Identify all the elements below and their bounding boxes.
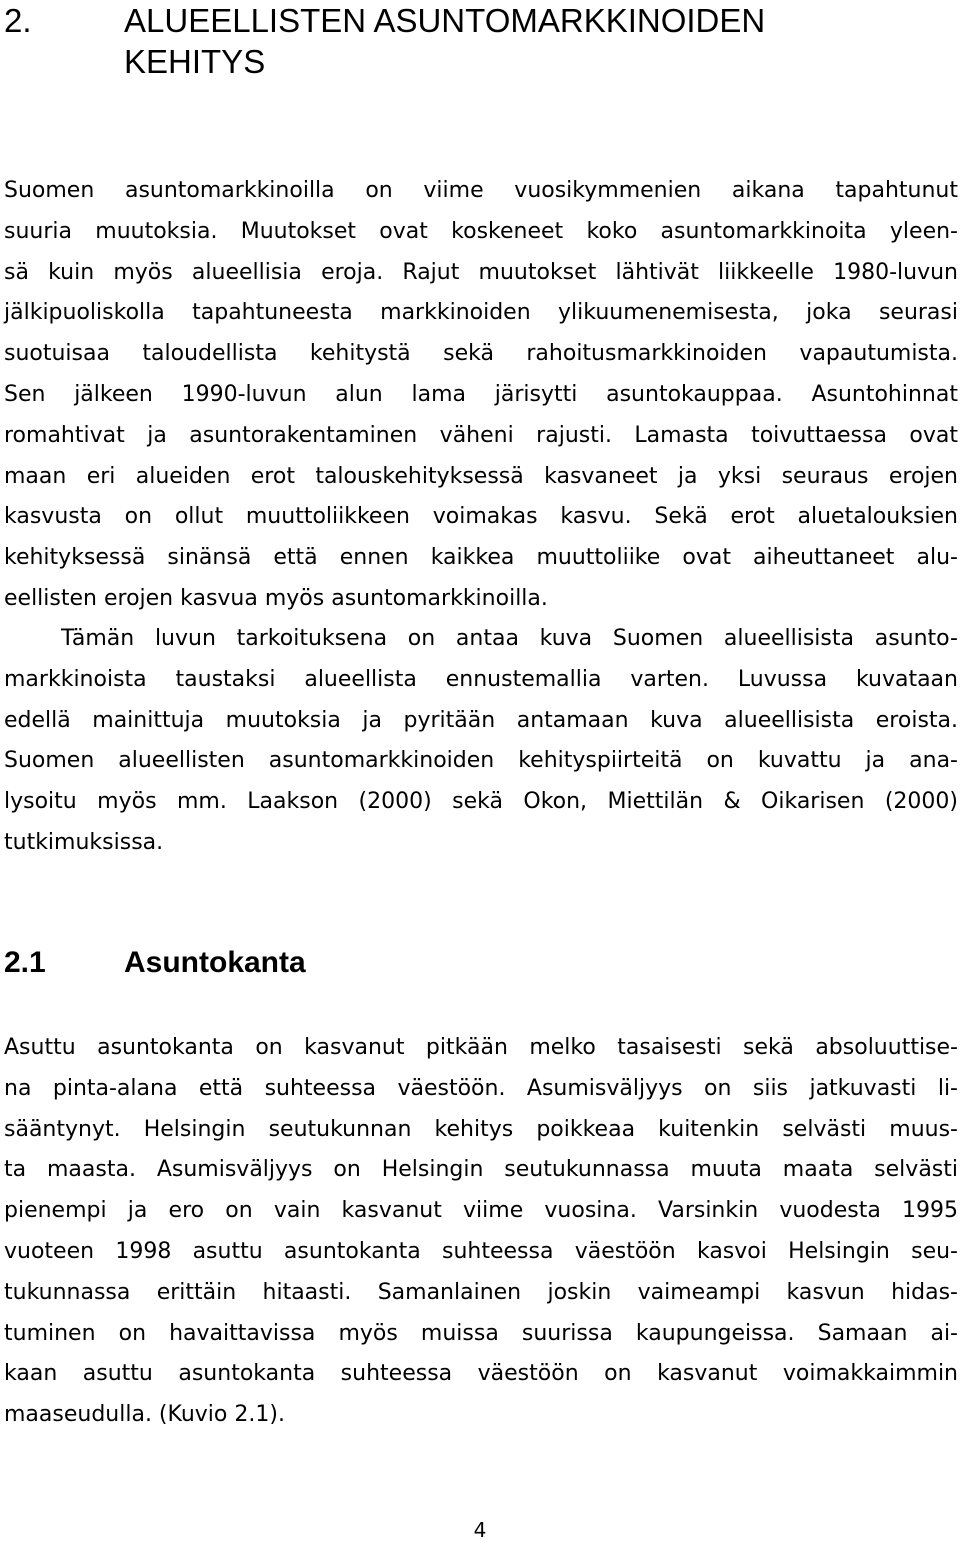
text-line: tutkimuksissa. (4, 829, 164, 855)
text-line: tukunnassa erittäin hitaasti. Samanlainen joskin vaimeampi kasvun hidas- (4, 1279, 958, 1305)
chapter-number: 2. (4, 2, 32, 39)
paragraph-intro (4, 171, 958, 620)
paragraph-purpose (4, 619, 958, 864)
chapter-title-line: ALUEELLISTEN ASUNTOMARKKINOIDEN (124, 2, 766, 39)
text-line: edellä mainittuja muutoksia ja pyritään antamaan kuva alueellisista eroista. (4, 707, 958, 733)
text-line: suuria muutoksia. Muutokset ovat koskeneet koko asuntomarkkinoita yleen- (4, 218, 958, 244)
text-line: sääntynyt. Helsingin seutukunnan kehitys poikkeaa kuitenkin selvästi muus- (4, 1116, 958, 1142)
text-line: Sen jälkeen 1990-luvun alun lama järisytti asuntokauppaa. Asuntohinnat (4, 381, 958, 407)
section-title: Asuntokanta (124, 946, 306, 979)
chapter-title (124, 0, 944, 82)
paragraph-housing-stock (4, 1028, 958, 1436)
chapter-title-line: KEHITYS (124, 43, 266, 80)
text-line: Asuttu asuntokanta on kasvanut pitkään melko tasaisesti sekä absoluuttise- (4, 1035, 958, 1060)
text-line: eellisten erojen kasvua myös asuntomarkkinoilla. (4, 585, 548, 611)
text-line: Suomen alueellisten asuntomarkkinoiden kehityspiirteitä on kuvattu ja ana- (4, 748, 958, 774)
text-line: maan eri alueiden erot talouskehityksessä kasvaneet ja yksi seuraus erojen (4, 463, 958, 489)
text-line: maaseudulla. (Kuvio 2.1). (4, 1402, 285, 1428)
text-line: kehityksessä sinänsä että ennen kaikkea muuttoliike ovat aiheuttaneet alu- (4, 545, 958, 571)
text-line: kasvusta on ollut muuttoliikkeen voimakas kasvu. Sekä erot aluetalouksien (4, 504, 958, 530)
text-line: lysoitu myös mm. Laakson (2000) sekä Okon, Miettilän & Oikarisen (2000) (4, 789, 958, 815)
text-line: jälkipuoliskolla tapahtuneesta markkinoiden ylikuumenemisesta, joka seurasi (4, 300, 958, 326)
text-line: ta maasta. Asumisväljyys on Helsingin seutukunnassa muuta maata selvästi (4, 1157, 958, 1183)
text-line: vuoteen 1998 asuttu asuntokanta suhteessa väestöön kasvoi Helsingin seu- (4, 1238, 958, 1264)
text-line: kaan asuttu asuntokanta suhteessa väestöön on kasvanut voimakkaimmin (4, 1361, 958, 1387)
text-line: markkinoista taustaksi alueellista ennustemallia varten. Luvussa kuvataan (4, 666, 958, 692)
text-line: tuminen on havaittavissa myös muissa suurissa kaupungeissa. Samaan ai- (4, 1320, 958, 1346)
text-line: Tämän luvun tarkoituksena on antaa kuva Suomen alueellisista asunto- (61, 626, 958, 651)
text-line: romahtivat ja asuntorakentaminen väheni rajusti. Lamasta toivuttaessa ovat (4, 422, 958, 448)
text-line: pienempi ja ero on vain kasvanut viime vuosina. Varsinkin vuodesta 1995 (4, 1198, 958, 1224)
section-number: 2.1 (4, 946, 46, 979)
text-line: Suomen asuntomarkkinoilla on viime vuosikymmenien aikana tapahtunut (4, 178, 958, 203)
text-line: na pinta-alana että suhteessa väestöön. Asumisväljyys on siis jatkuvasti li- (4, 1075, 958, 1101)
text-line: suotuisaa taloudellista kehitystä sekä rahoitusmarkkinoiden vapautumista. (4, 341, 958, 367)
text-line: sä kuin myös alueellisia eroja. Rajut muutokset lähtivät liikkeelle 1980-luvun (4, 259, 958, 285)
page-number: 4 (473, 1518, 487, 1542)
